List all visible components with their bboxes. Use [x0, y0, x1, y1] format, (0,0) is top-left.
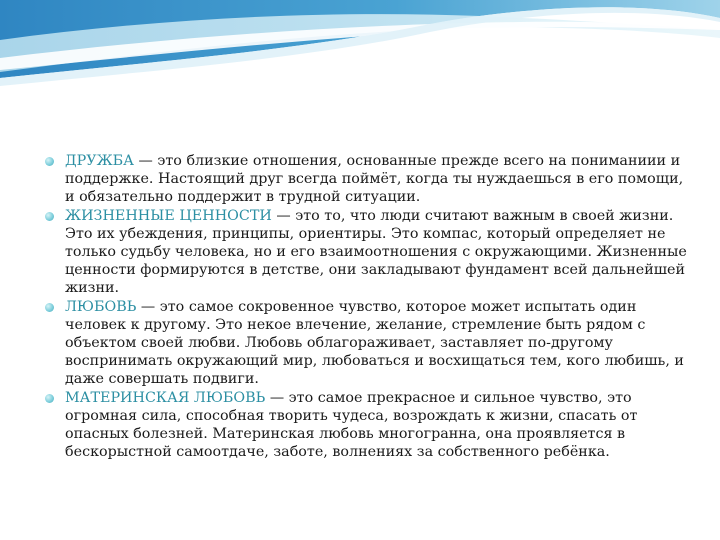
bullet-dot-icon [45, 394, 54, 403]
bullet-dot-icon [45, 303, 54, 312]
definition-friendship: — это близкие отношения, основанные прежде всего на пониманиии и поддержке. Настоящий друг всегда поймёт, когда ты нуждаешься в его помощи, и обязательно поддержит в трудной ситуации. [65, 153, 684, 206]
list-item-friendship [44, 152, 694, 207]
term-friendship: ДРУЖБА [65, 153, 134, 169]
term-life-values: ЖИЗНЕННЫЕ ЦЕННОСТИ [65, 207, 272, 224]
definition-love: — это самое сокровенное чувство, которое может испытать один человек к другому. Это некое влечение, желание, стремление быть рядом с объектом своей любви. Любовь облагораживает, заставляет по-другому воспринимать окружающий мир, любоваться и восхищаться тем, кого любишь, и даже совершать подвиги. [65, 298, 684, 388]
definition-maternal-love: — это самое прекрасное и сильное чувство, это огромная сила, способная творить чудеса, возрождать к жизни, спасать от опасных болезней. Материнская любовь многогранна, она проявляется в бескорыстной самоотдаче, заботе, волнениях за собственного ребёнка. [65, 389, 638, 461]
bullet-dot-icon [45, 157, 54, 166]
term-maternal-love: МАТЕРИНСКАЯ ЛЮБОВЬ [65, 389, 266, 406]
content-body [44, 152, 694, 461]
bullet-list [44, 152, 694, 461]
list-item-life-values [44, 207, 694, 298]
list-item-maternal-love [44, 389, 694, 462]
bullet-dot-icon [45, 212, 54, 221]
list-item-love [44, 298, 694, 389]
term-love: ЛЮБОВЬ [65, 298, 137, 315]
header-wave-decoration [0, 0, 720, 110]
definition-life-values: — это то, что люди считают важным в своей жизни. Это их убеждения, принципы, ориентиры. Это компас, который определяет не только судьбу человека, но и его взаимоотношения с окружающими. Жизненные ценности формируются в детстве, они закладывают фундамент всей дальнейшей жизни. [65, 207, 687, 297]
